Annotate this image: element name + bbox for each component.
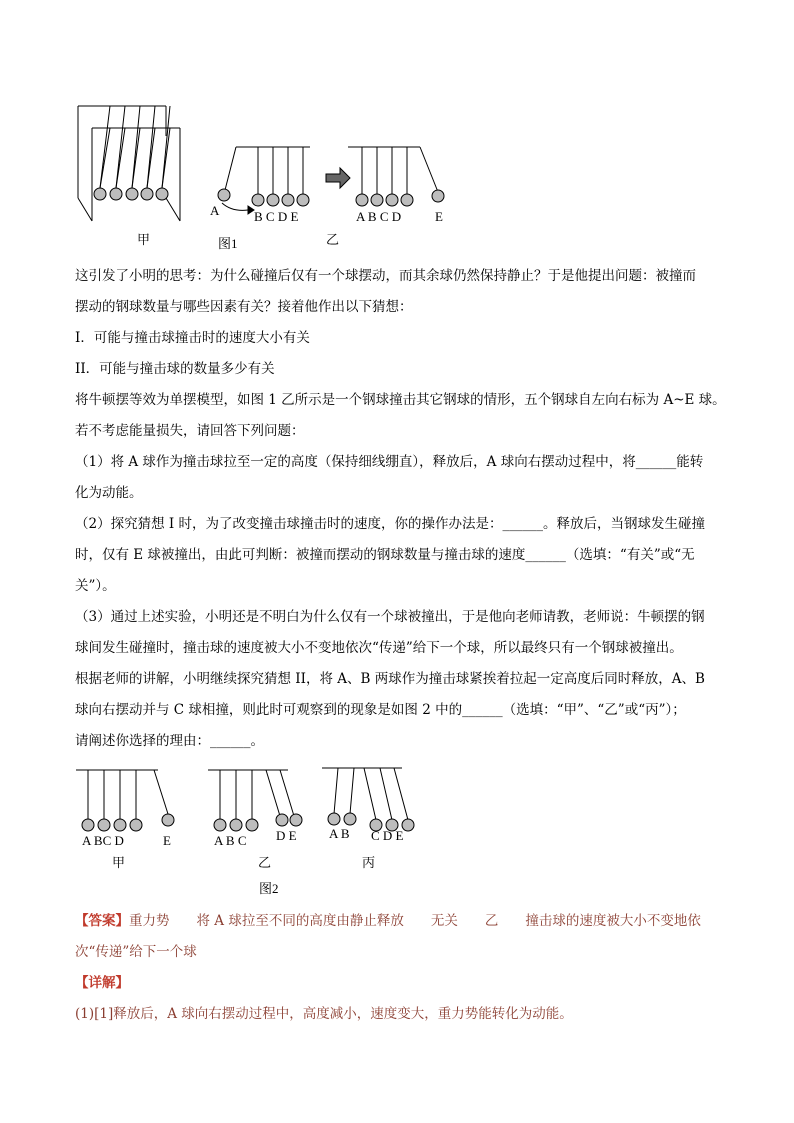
question-text	[75, 261, 735, 757]
ball	[371, 194, 383, 206]
ball-e	[432, 190, 444, 202]
label-e: E	[435, 209, 443, 224]
answer-text-cont: 次“传递”给下一个球	[75, 944, 197, 960]
bing-labels-ab: A B	[329, 826, 350, 841]
figure-1-left-pendulum	[222, 147, 310, 214]
yi-labels-de: D E	[276, 828, 297, 843]
figure-1-yi-label: 乙	[326, 232, 340, 247]
labels-abcd: A B C D	[356, 209, 402, 224]
labels-bcde: B C D E	[254, 209, 299, 224]
ball	[110, 188, 122, 200]
question-2-cont: 关”）。	[75, 578, 116, 594]
question-3-cont: 球向右摆动并与 C 球相撞，则此时可观察到的现象是如图 2 中的______（选填：“甲”、“乙”或“丙”）；	[75, 702, 686, 718]
ball	[114, 819, 126, 831]
yi-labels: A B C	[214, 833, 247, 848]
ball	[401, 194, 413, 206]
ball	[267, 194, 279, 206]
figure-1-caption: 图1	[218, 236, 238, 251]
jia-label-e: E	[163, 833, 171, 848]
jia-labels: A BC D	[82, 833, 124, 848]
hypothesis-1: I．可能与撞击球撞击时的速度大小有关	[75, 330, 310, 346]
question-3: （3）通过上述实验，小明还是不明白为什么仅有一个球被撞出，于是他向老师请教，老师说：牛顿摆的钢	[75, 609, 705, 625]
ball	[297, 194, 309, 206]
detail-text: (1)[1]释放后，A 球向右摆动过程中，高度减小，速度变大，重力势能转化为动能。	[75, 1006, 573, 1022]
question-3-cont: 根据老师的讲解，小明继续探究猜想 II，将 A、B 两球作为撞击球紧挨着拉起一定高度后同时释放，A、B	[75, 671, 705, 687]
question-1: （1）将 A 球作为撞击球拉至一定的高度（保持细线绷直），释放后，A 球向右摆动过程中，将______能转	[75, 454, 704, 470]
ball	[252, 194, 264, 206]
ball	[141, 188, 153, 200]
text-line: 将牛顿摆等效为单摆模型，如图 1 乙所示是一个钢球撞击其它钢球的情形，五个钢球自左向右标为 A~E 球。	[75, 392, 726, 408]
ball	[94, 188, 106, 200]
ball	[344, 813, 356, 825]
ball	[402, 819, 414, 831]
answer-tag: 【答案】	[75, 913, 129, 929]
ball	[386, 194, 398, 206]
ball	[356, 194, 368, 206]
ball	[230, 819, 242, 831]
figure-2-bing	[322, 768, 408, 820]
ball	[282, 194, 294, 206]
ball	[290, 814, 302, 826]
ball	[126, 188, 138, 200]
question-2-cont: 时，仅有 E 球被撞出，由此可判断：被撞而摆动的钢球数量与撞击球的速度______（选填：“有关”或“无	[75, 547, 695, 563]
text-line: 这引发了小明的思考：为什么碰撞后仅有一个球摆动，而其余球仍然保持静止？于是他提出问题：被撞而	[75, 268, 696, 284]
figure-2-caption: 图2	[259, 881, 279, 896]
ball	[82, 819, 94, 831]
ball	[162, 814, 174, 826]
figure-1-yi-pendulum	[348, 147, 438, 200]
figure-2-bing-label: 丙	[362, 855, 376, 870]
ball	[214, 819, 226, 831]
label-a: A	[210, 203, 220, 218]
question-3-cont: 请阐述你选择的理由：______。	[75, 733, 264, 749]
right-arrow-icon	[326, 168, 350, 188]
ball	[130, 819, 142, 831]
ball	[246, 819, 258, 831]
ball	[156, 188, 168, 200]
hypothesis-2: II．可能与撞击球的数量多少有关	[75, 361, 275, 377]
question-2: （2）探究猜想 I 时，为了改变撞击球撞击时的速度，你的操作办法是：______。释放后，当钢球发生碰撞	[75, 516, 706, 532]
text-line: 若不考虑能量损失，请回答下列问题：	[75, 423, 305, 439]
figure-1-jia-label: 甲	[137, 232, 151, 247]
detail-tag: 【详解】	[75, 975, 129, 991]
answer-block	[75, 906, 735, 1030]
ball	[328, 813, 340, 825]
question-3-cont: 球间发生碰撞时，撞击球的速度被大小不变地依次“传递”给下一个球，所以最终只有一个钢球被撞出。	[75, 640, 683, 656]
answer-text: 重力势 将 A 球拉至不同的高度由静止释放 无关 乙 撞击球的速度被大小不变地依	[129, 913, 701, 929]
bing-labels-cde: C D E	[371, 828, 404, 843]
ball	[276, 814, 288, 826]
figure-1-jia-cradle	[78, 106, 180, 221]
question-1-cont: 化为动能。	[75, 485, 143, 501]
swing-arrow	[222, 203, 248, 210]
figure-1	[70, 96, 470, 256]
text-line: 摆动的钢球数量与哪些因素有关？接着他作出以下猜想：	[75, 299, 413, 315]
ball-a	[218, 189, 230, 201]
ball	[98, 819, 110, 831]
figure-2-jia-label: 甲	[112, 855, 126, 870]
figure-2	[70, 762, 440, 902]
figure-2-yi	[208, 770, 294, 820]
figure-2-yi-label: 乙	[258, 855, 272, 870]
figure-2-jia	[76, 770, 168, 820]
